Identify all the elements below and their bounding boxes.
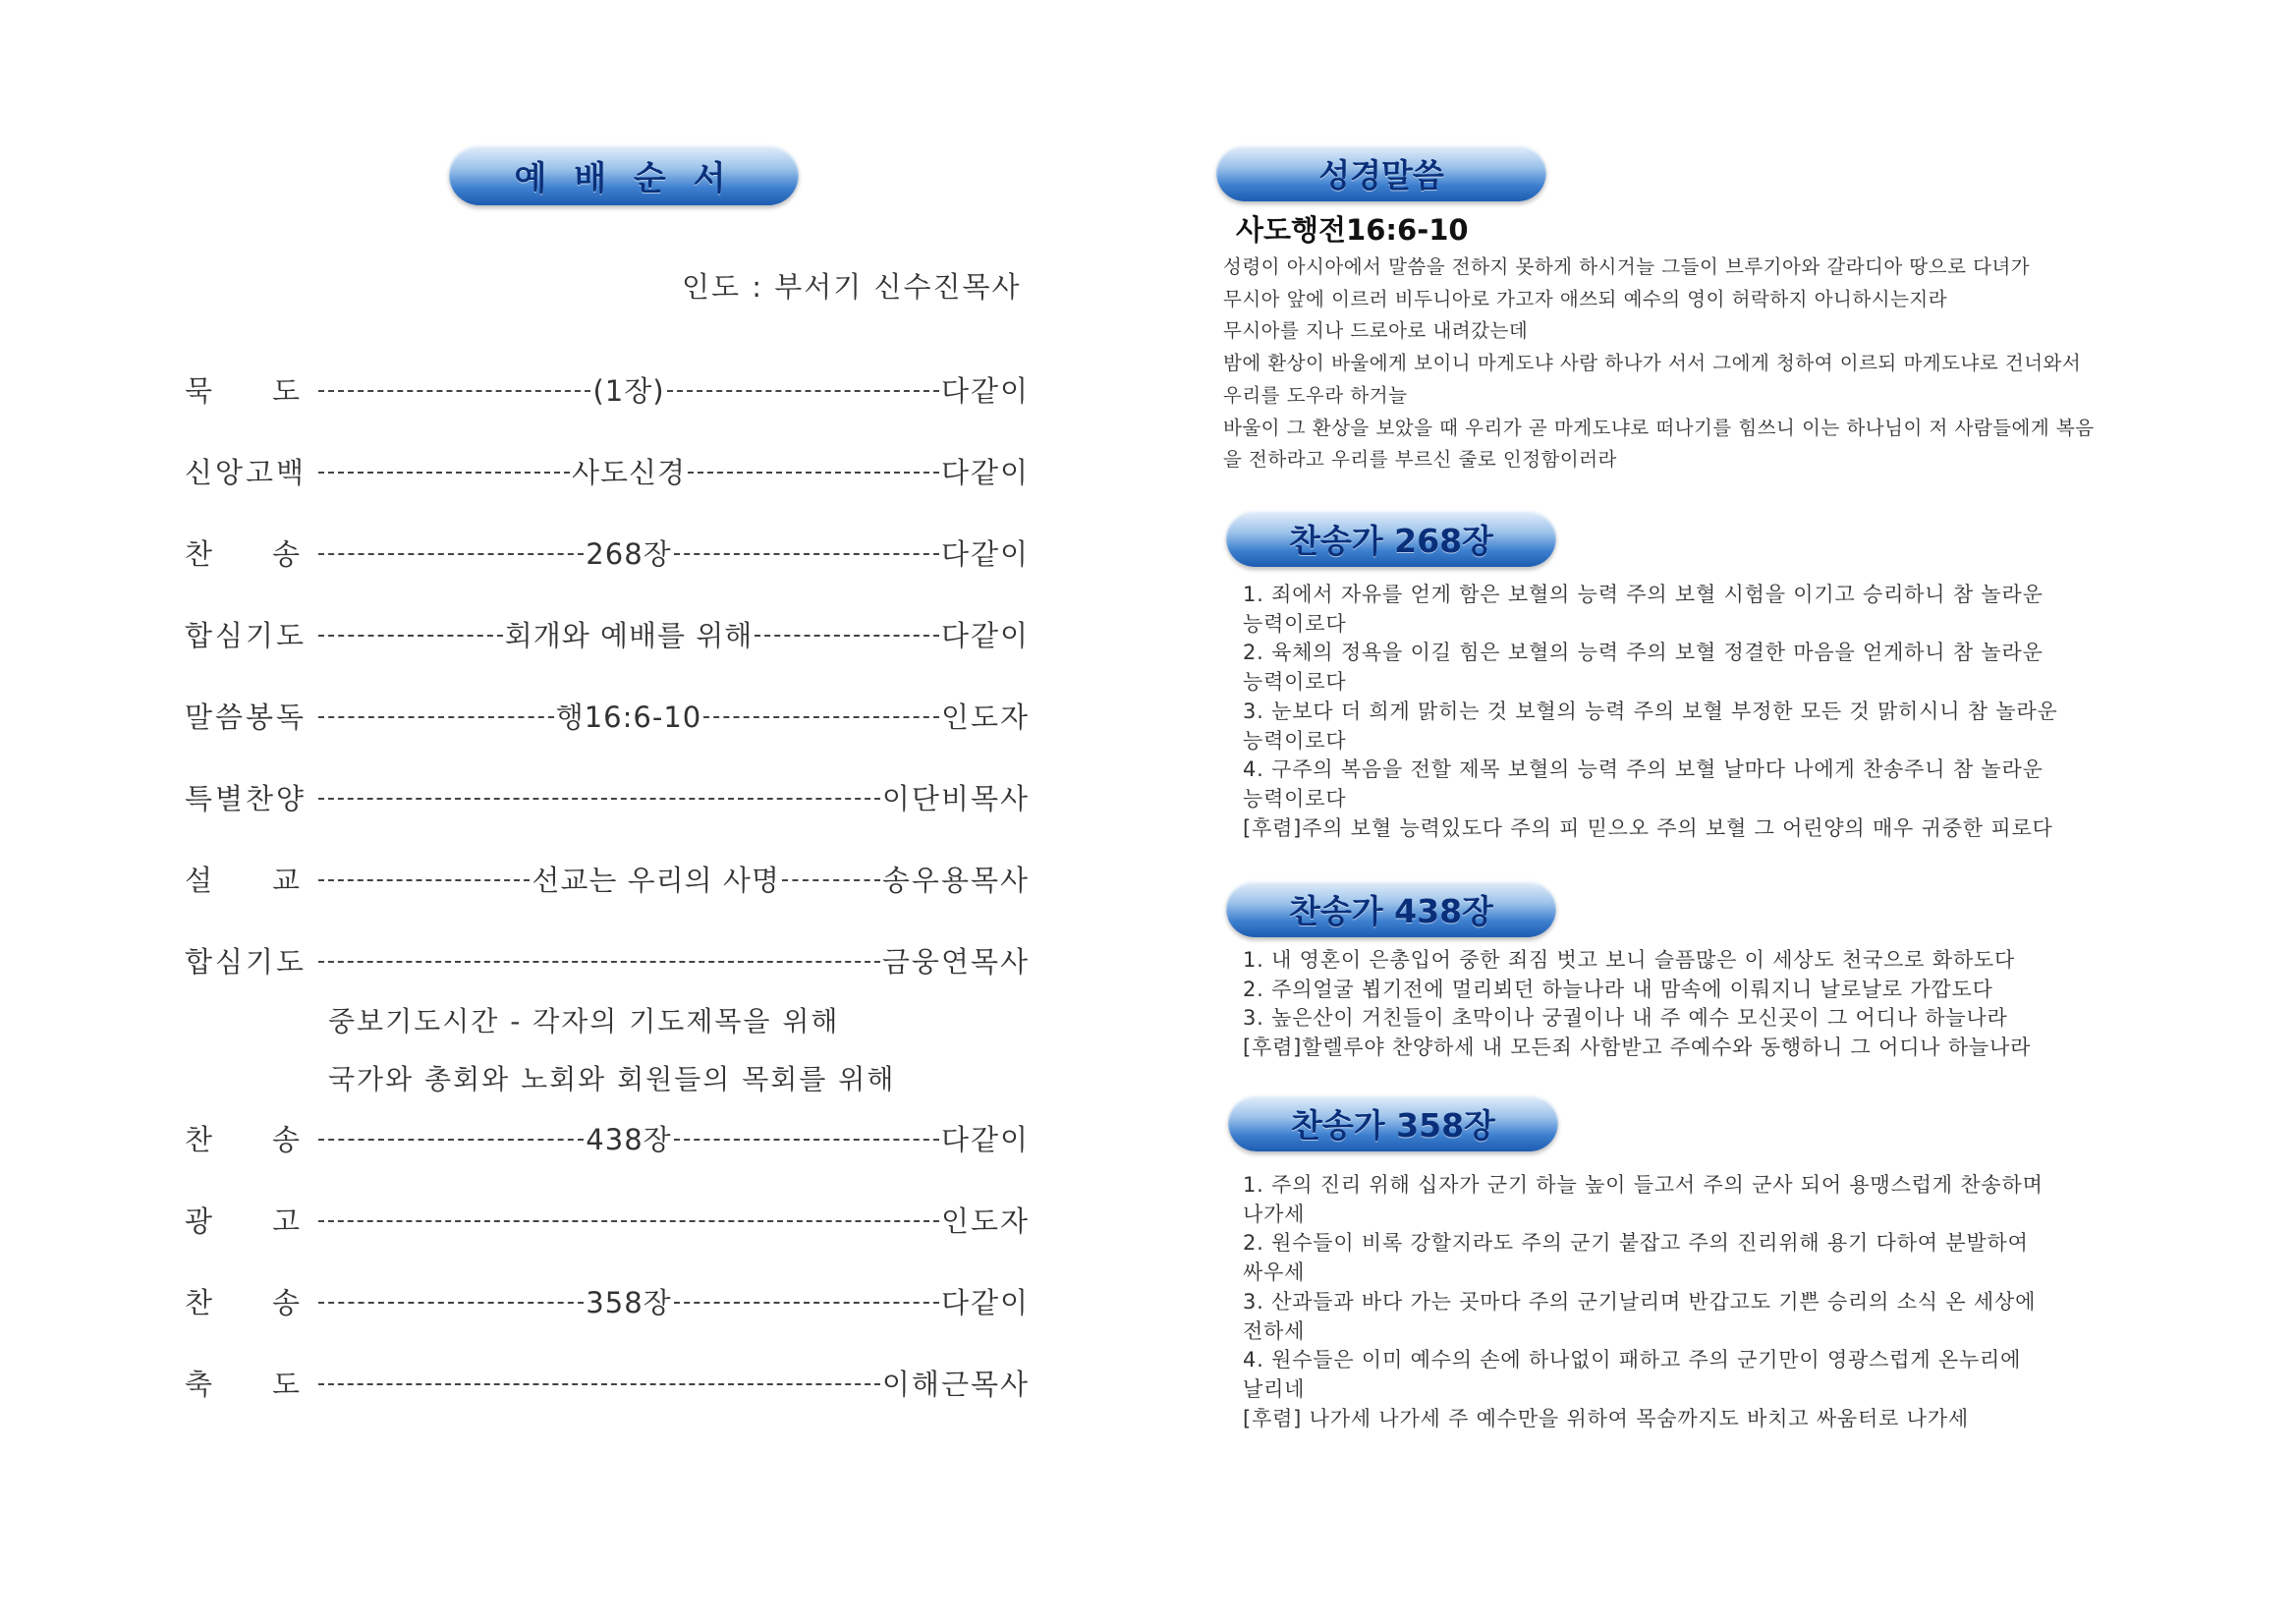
order-item-creed	[185, 451, 1030, 490]
lyric-line: 1. 주의 진리 위해 십자가 군기 하늘 높이 들고서 주의 군사 되어 용맹스럽게 찬송하며	[1243, 1173, 2044, 1197]
lyric-line: 1. 내 영혼이 은총입어 중한 죄짐 벗고 보니 슬픔많은 이 세상도 천국으로 화하도다	[1243, 948, 2016, 972]
hymn-438-title	[1226, 880, 1556, 937]
dash-leader	[318, 553, 584, 555]
scripture-title-text: 성경말씀	[1318, 155, 1444, 195]
scripture-line: 을 전하라고 우리를 부르신 줄로 인정함이러라	[1223, 448, 1617, 472]
dash-leader	[318, 879, 530, 881]
dash-leader	[318, 798, 880, 800]
lyric-line: 나가세	[1243, 1202, 1306, 1226]
lyric-line: 싸우세	[1243, 1260, 1306, 1285]
lyric-line: [후렴]주의 보혈 능력있도다 주의 피 믿으오 주의 보혈 그 어린양의 매우 귀중한 피로다	[1243, 815, 2053, 840]
order-item-detail: 사도신경	[571, 455, 687, 489]
dash-leader	[318, 961, 880, 963]
dash-leader	[318, 716, 554, 718]
hymn-268-title	[1226, 510, 1556, 567]
order-item-label: 신앙고백	[185, 455, 308, 489]
dash-leader	[318, 472, 570, 474]
order-item-label: 합심기도	[185, 944, 308, 979]
order-item-performer: 송우용목사	[881, 863, 1030, 897]
dash-leader	[674, 1139, 939, 1141]
dash-leader	[318, 1220, 939, 1222]
hymn-438-title-text: 찬송가 438장	[1289, 891, 1493, 930]
dash-leader	[318, 1139, 584, 1141]
order-item-performer: 다같이	[940, 536, 1031, 571]
order-item-label: 합심기도	[185, 618, 308, 652]
order-item-label: 찬 송	[185, 1285, 301, 1319]
lyric-line: 3. 산과들과 바다 가는 곳마다 주의 군기날리며 반갑고도 기쁜 승리의 소식 온 세상에	[1243, 1289, 2037, 1314]
hymn-358-lyrics	[1243, 1171, 2225, 1433]
leader-line: 인도 : 부서기 신수진목사	[682, 270, 1022, 304]
order-item-label: 설 교	[185, 863, 301, 897]
order-item-united-prayer-2	[185, 940, 1030, 980]
order-item-benediction	[185, 1363, 1030, 1402]
order-item-detail: 268장	[586, 536, 672, 571]
hymn-268-title-text: 찬송가 268장	[1289, 521, 1493, 560]
order-item-detail: 선교는 우리의 사명	[532, 863, 780, 897]
hymn-358-title	[1228, 1094, 1558, 1151]
dash-leader	[755, 635, 939, 637]
lyric-line: 2. 주의얼굴 뵙기전에 멀리뵈던 하늘나라 내 맘속에 이뤄지니 날로날로 가깝도다	[1243, 977, 1993, 1001]
lyric-line: 능력이로다	[1243, 728, 1347, 753]
order-item-performer: 이단비목사	[881, 781, 1030, 815]
order-item-performer: 인도자	[940, 700, 1030, 734]
order-of-worship-title	[449, 144, 799, 205]
order-item-label: 축 도	[185, 1367, 301, 1401]
lyric-line: 전하세	[1243, 1318, 1306, 1343]
order-item-detail: 행16:6-10	[555, 700, 702, 734]
dash-leader	[318, 390, 590, 392]
scripture-line: 바울이 그 환상을 보았을 때 우리가 곧 마게도냐로 떠나기를 힘쓰니 이는 하나님이 저 사람들에게 복음	[1223, 416, 2095, 439]
dash-leader	[688, 472, 939, 474]
order-item-silent-prayer	[185, 369, 1030, 409]
dash-leader	[782, 879, 880, 881]
hymn-268-lyrics	[1243, 581, 2225, 843]
scripture-line: 무시아 앞에 이르러 비두니아로 가고자 애쓰되 예수의 영이 허락하지 아니하시는지라	[1223, 287, 1948, 310]
lyric-line: 2. 육체의 정욕을 이길 힘은 보혈의 능력 주의 보혈 정결한 마음을 얻게하니 참 놀라운	[1243, 641, 2044, 665]
scripture-line: 우리를 도우라 하거늘	[1223, 383, 1408, 407]
order-item-detail: (1장)	[592, 373, 665, 408]
scripture-line: 밤에 환상이 바울에게 보이니 마게도냐 사람 하나가 서서 그에게 청하여 이르되 마게도냐로 건너와서	[1223, 352, 2082, 375]
order-item-label: 특별찬양	[185, 781, 308, 815]
lyric-line: 3. 높은산이 거친들이 초막이나 궁궐이나 내 주 예수 모신곳이 그 어디나 하늘나라	[1243, 1006, 2008, 1031]
dash-leader	[667, 390, 939, 392]
order-item-detail: 438장	[586, 1122, 672, 1156]
order-item-announcements	[185, 1200, 1030, 1239]
order-item-label: 찬 송	[185, 536, 301, 571]
dash-leader	[674, 1302, 939, 1304]
order-item-performer: 다같이	[940, 1122, 1031, 1156]
order-item-united-prayer-1	[185, 614, 1030, 653]
order-item-performer: 인도자	[940, 1204, 1030, 1238]
lyric-line: 4. 구주의 복음을 전할 제목 보혈의 능력 주의 보혈 날마다 나에게 찬송주니 참 놀라운	[1243, 757, 2044, 782]
order-item-detail: 358장	[586, 1285, 672, 1319]
order-item-performer: 다같이	[940, 455, 1031, 489]
lyric-line: 날리네	[1243, 1376, 1306, 1401]
lyric-line: 능력이로다	[1243, 670, 1347, 695]
dash-leader	[318, 1302, 584, 1304]
order-item-scripture-reading	[185, 696, 1030, 735]
lyric-line: 1. 죄에서 자유를 얻게 함은 보혈의 능력 주의 보혈 시험을 이기고 승리하니 참 놀라운	[1243, 583, 2044, 606]
scripture-title	[1216, 144, 1546, 201]
order-item-label: 말씀봉독	[185, 700, 308, 734]
order-item-performer: 이해근목사	[881, 1367, 1030, 1401]
lyric-line: [후렴] 나가세 나가세 주 예수만을 위하여 목숨까지도 바치고 싸움터로 나가세	[1243, 1406, 1969, 1430]
order-item-performer: 다같이	[940, 1285, 1031, 1319]
scripture-line: 성령이 아시아에서 말씀을 전하지 못하게 하시거늘 그들이 브루기아와 갈라디아 땅으로 다녀가	[1223, 255, 2031, 278]
order-item-hymn-2	[185, 1118, 1030, 1157]
order-item-hymn-3	[185, 1281, 1030, 1320]
order-item-label: 광 고	[185, 1204, 301, 1238]
order-item-special-song	[185, 777, 1030, 816]
hymn-438-lyrics	[1243, 946, 2225, 1063]
order-item-label: 찬 송	[185, 1122, 301, 1156]
order-item-detail: 회개와 예배를 위해	[504, 618, 754, 652]
lyric-line: 2. 원수들이 비록 강할지라도 주의 군기 붙잡고 주의 진리위해 용기 다하여 분발하여	[1243, 1231, 2029, 1256]
order-item-sermon	[185, 859, 1030, 898]
dash-leader	[318, 635, 503, 637]
order-item-performer: 금웅연목사	[881, 944, 1030, 979]
order-item-hymn-1	[185, 532, 1030, 572]
lyric-line: 능력이로다	[1243, 611, 1347, 636]
prayer-topic-2: 국가와 총회와 노회와 회원들의 목회를 위해	[328, 1063, 896, 1095]
hymn-358-title-text: 찬송가 358장	[1291, 1105, 1495, 1145]
scripture-text	[1223, 252, 2206, 476]
order-item-performer: 다같이	[940, 618, 1031, 652]
order-item-label: 묵 도	[185, 373, 301, 408]
order-item-performer: 다같이	[940, 373, 1031, 408]
order-of-worship-title-text: 예 배 순 서	[514, 158, 734, 198]
dash-leader	[703, 716, 939, 718]
prayer-topic-1: 중보기도시간 - 각자의 기도제목을 위해	[328, 1005, 840, 1037]
lyric-line: 4. 원수들은 이미 예수의 손에 하나없이 패하고 주의 군기만이 영광스럽게 온누리에	[1243, 1348, 2022, 1372]
lyric-line: 능력이로다	[1243, 786, 1347, 811]
dash-leader	[318, 1383, 880, 1385]
dash-leader	[674, 553, 939, 555]
lyric-line: 3. 눈보다 더 희게 맑히는 것 보혈의 능력 주의 보혈 부정한 모든 것 맑히시니 참 놀라운	[1243, 699, 2058, 723]
lyric-line: [후렴]할렐루야 찬양하세 내 모든죄 사함받고 주예수와 동행하니 그 어디나 하늘나라	[1243, 1036, 2032, 1060]
scripture-reference: 사도행전16:6-10	[1236, 213, 1469, 247]
scripture-line: 무시아를 지나 드로아로 내려갔는데	[1223, 319, 1529, 343]
